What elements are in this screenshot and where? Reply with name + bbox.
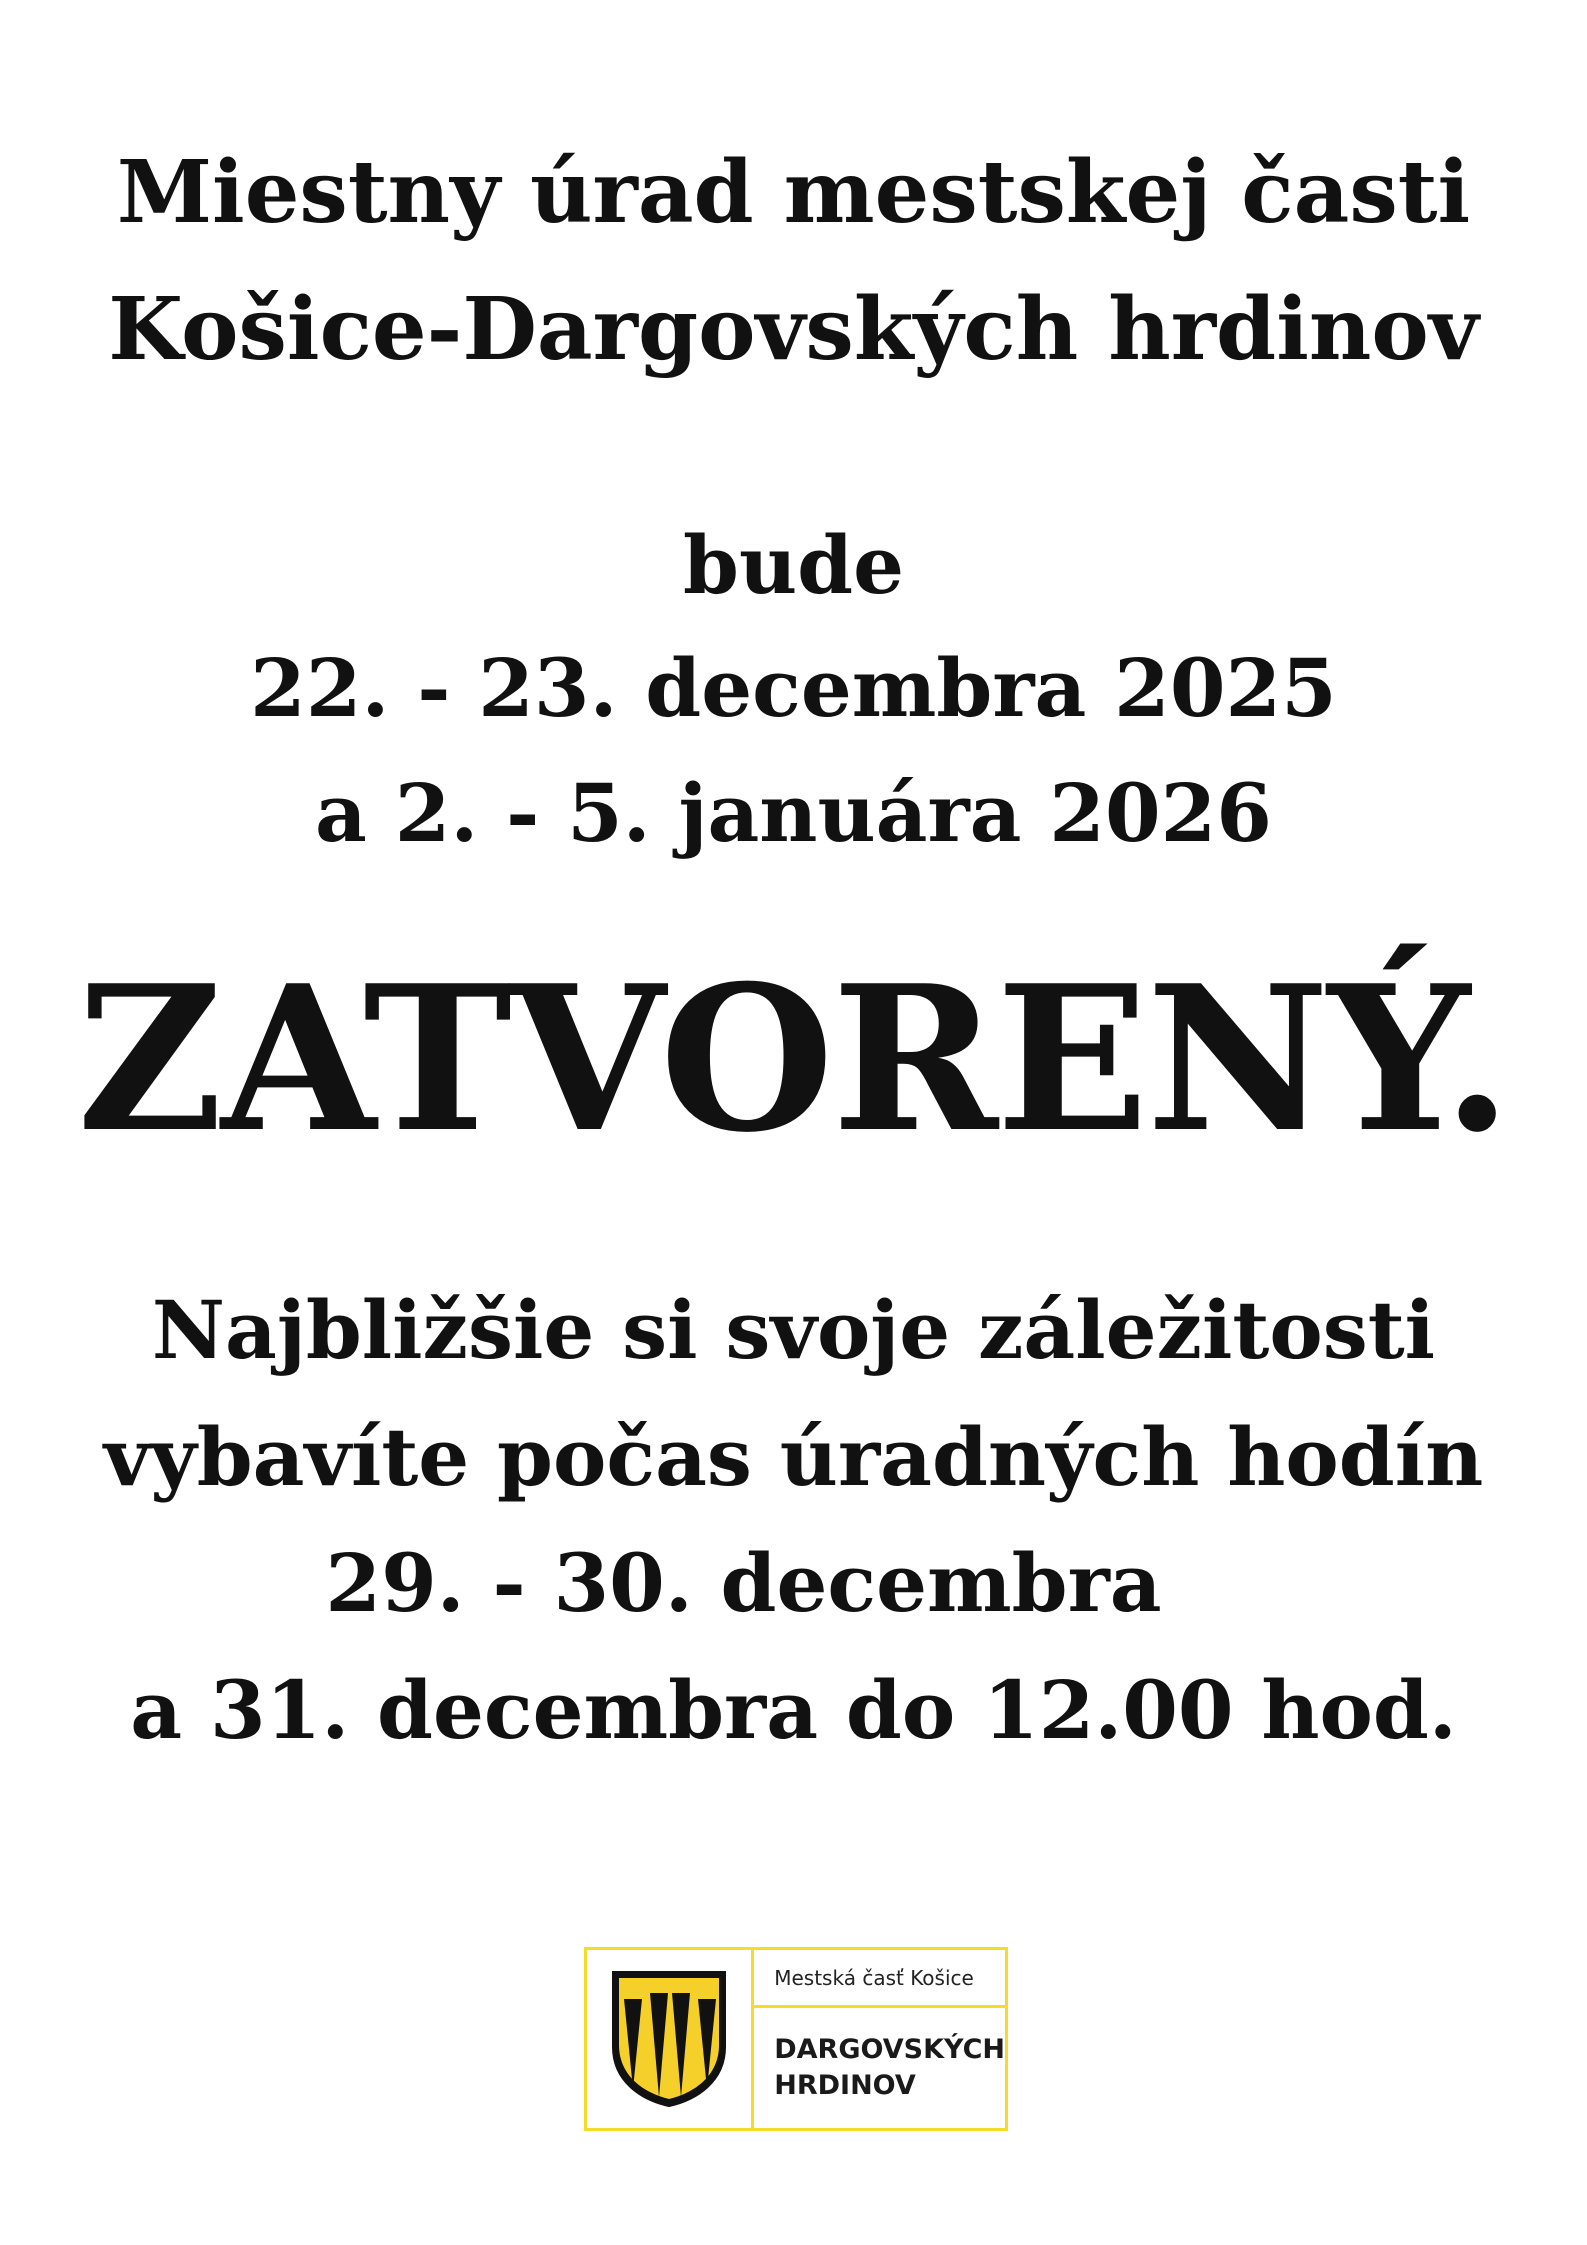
coat-of-arms-icon: [610, 1969, 728, 2109]
closed-status: ZATVORENÝ.: [76, 942, 1511, 1177]
logo-subtitle: Mestská časť Košice: [754, 1950, 1005, 2008]
municipality-logo: [584, 1947, 1008, 2131]
logo-name: [754, 2008, 1005, 2128]
dates-january: a 2. - 5. januára 2026: [315, 766, 1272, 860]
logo-name-line-2: HRDINOV: [774, 2070, 916, 2101]
logo-name-line-1: DARGOVSKÝCH: [774, 2033, 1005, 2065]
hours-line-1: Najbližšie si svoje záležitosti: [151, 1283, 1436, 1377]
logo-emblem: [587, 1950, 754, 2128]
hours-line-4: a 31. decembra do 12.00 hod.: [130, 1663, 1457, 1757]
dates-december: 22. - 23. decembra 2025: [250, 641, 1337, 735]
hours-line-3: 29. - 30. decembra: [325, 1536, 1162, 1630]
heading-line-1: Miestny úrad mestskej časti: [116, 142, 1471, 243]
heading-line-2: Košice-Dargovských hrdinov: [108, 279, 1479, 380]
dates-intro: bude: [683, 518, 904, 612]
hours-line-2: vybavíte počas úradných hodín: [103, 1410, 1484, 1504]
